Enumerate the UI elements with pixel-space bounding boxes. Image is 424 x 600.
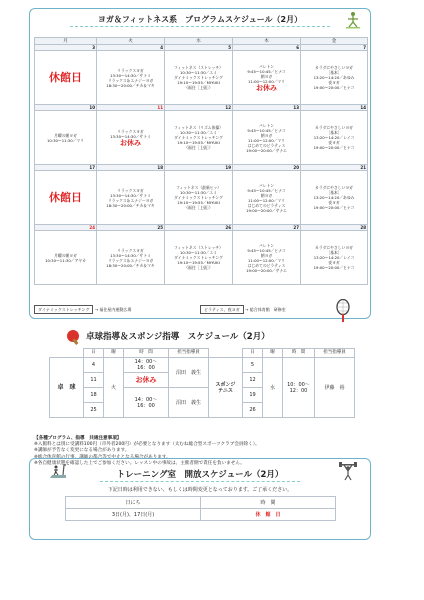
class-line: バレトン	[258, 122, 275, 128]
tennis-racket-icon	[333, 299, 353, 323]
class-line: 9:45〜10:45／ヒナコ	[247, 187, 286, 193]
tt-weekday: 水	[263, 358, 283, 418]
class-line: 朝ヨガ	[260, 252, 273, 258]
tt-date: 11	[84, 373, 104, 388]
weekday-fri: 金	[301, 38, 368, 45]
class-line: 休館日	[49, 70, 82, 84]
notes-heading: 【各種プログラム、指導 共通注意事項】	[34, 436, 122, 441]
class-line: 19:10〜19:55／MIYUKI	[177, 200, 220, 205]
tt-date: 4	[84, 358, 104, 373]
table-tennis-label: 卓 球	[50, 358, 84, 418]
schedule-cell-thu	[233, 51, 301, 105]
legend-box: ピラティス、夜ヨガ	[200, 305, 244, 314]
class-line: 9:45〜10:45／ヒナコ	[247, 68, 286, 74]
schedule-row	[35, 171, 368, 225]
class-line: 10:30〜11:30／ユミ	[179, 70, 218, 75]
tt-time: 14：00〜 16：00	[124, 388, 169, 418]
training-header-date: 日にち	[66, 497, 201, 509]
tt-weekday: 火	[104, 358, 124, 418]
table-tennis-title: 卓球指導＆スポンジ指導 スケジュール（2月）	[86, 332, 270, 342]
table-tennis-panel	[29, 326, 371, 446]
class-line: リラックスヨガ	[117, 67, 144, 73]
tt-header-weekday: 曜	[263, 349, 283, 358]
class-line: 19:00〜20:00／ヒナコ	[313, 85, 355, 90]
notes-line: ※講師が予告なく変更になる場合があります。	[34, 448, 130, 454]
schedule-cell-wed	[165, 111, 233, 165]
class-line: ダイナミックストレッチング	[174, 195, 223, 200]
sponge-tennis-label: スポンジ テニス	[209, 358, 243, 418]
class-line: リラックスヨガ	[117, 247, 144, 253]
table-tennis-table	[49, 348, 355, 418]
tt-instructor: 沼田 義生	[169, 388, 209, 418]
class-line: （福住［上級］）	[184, 85, 213, 90]
class-line: フィットネス（ストレッチ）	[174, 245, 223, 250]
class-line: お休み	[256, 83, 277, 92]
schedule-cell-tue	[97, 51, 165, 105]
schedule-cell-mon	[35, 111, 97, 165]
class-line: 夜ヨガ	[328, 200, 340, 205]
schedule-row	[35, 51, 368, 105]
tt-date: 26	[243, 403, 263, 418]
schedule-cell-tue	[97, 231, 165, 285]
legend-box: ダイナミックストレッチング	[34, 305, 93, 314]
class-line: リラックスヨガ	[117, 128, 144, 134]
legend-place: 総合体育館 研修室	[249, 307, 286, 312]
class-line: ダイナミックストレッチング	[174, 75, 223, 80]
weekday-wed: 水	[165, 38, 233, 45]
schedule-cell-thu	[233, 171, 301, 225]
class-line: 夜ヨガ	[328, 80, 340, 85]
class-line: 10:30〜11:30／ユミ	[179, 250, 218, 255]
class-line: 13:30〜14:30／サトミ	[110, 252, 151, 258]
yoga-figure-icon	[344, 11, 362, 29]
schedule-cell-fri	[301, 171, 368, 225]
class-line: リラックスヨガ	[117, 187, 144, 193]
class-line: 11:00〜12:00／マリ	[247, 137, 286, 143]
class-line: フィットネス（ストレッチ）	[174, 65, 223, 70]
date-number: 28	[301, 225, 368, 231]
tt-header-day: 日	[243, 349, 263, 358]
tt-header-instructor: 担当指導員	[315, 349, 355, 358]
program-schedule-panel	[29, 8, 371, 319]
date-number: 25	[97, 225, 165, 231]
tt-date: 12	[243, 373, 263, 388]
tt-date: 25	[84, 403, 104, 418]
tt-header-row	[50, 349, 355, 358]
class-line: 朝ヨガ	[260, 132, 273, 138]
class-line: カラダにやさしいヨガ	[315, 185, 353, 190]
date-number: 13	[233, 105, 301, 111]
schedule-cell-wed	[165, 51, 233, 105]
class-line: 19:10〜19:55／MIYUKI	[177, 80, 220, 85]
class-line: （福住［上級］）	[184, 205, 213, 210]
class-line: 月曜の朝ヨガ	[54, 132, 77, 138]
class-line: 9:45〜10:45／ヒナコ	[247, 247, 286, 253]
date-number: 12	[165, 105, 233, 111]
schedule-row	[35, 231, 368, 285]
class-line: 朝ヨガ	[260, 73, 273, 79]
tt-instructor: 伊藤 裕	[315, 358, 355, 418]
date-number: 24	[35, 225, 97, 231]
class-line: はじめてのピラティス	[247, 262, 286, 268]
tt-date: 18	[84, 388, 104, 403]
tt-header-time: 時 間	[283, 349, 315, 358]
schedule-cell-mon	[35, 51, 97, 105]
class-line: バレトン	[258, 63, 275, 69]
date-number: 19	[165, 165, 233, 171]
class-line: リラックス＆エナジーヨガ	[107, 197, 154, 203]
legend-item-2	[200, 305, 286, 314]
class-line: はじめてのピラティス	[247, 202, 286, 208]
training-title: トレーニング室 開放スケジュール（2月）	[116, 470, 284, 480]
class-line: 13:20〜14:20／あゆみ	[313, 75, 355, 80]
program-title: ヨガ＆フィットネス系 プログラムスケジュール（2月）	[97, 15, 303, 24]
class-line: ［基本］	[326, 130, 342, 135]
weekday-thu: 木	[233, 38, 301, 45]
tt-header-weekday: 曜	[104, 349, 124, 358]
class-line: リラックス＆エナジーヨガ	[107, 77, 154, 83]
class-line: リラックス＆エナジーヨガ	[107, 257, 154, 263]
training-room-panel	[29, 458, 371, 540]
notes-line: ※総合体育館の行事、講師の都合等で中止となる場合があります。	[34, 454, 171, 460]
class-line: ダイナミックストレッチング	[174, 255, 223, 260]
date-number: 3	[35, 45, 97, 51]
tt-time: 10：00〜 12：00	[283, 358, 315, 418]
legend-arrow: →	[245, 307, 249, 312]
tt-instructor: 沼田 義生	[169, 358, 209, 388]
schedule-cell-thu	[233, 231, 301, 285]
schedule-cell-mon	[35, 231, 97, 285]
class-line: 夜ヨガ	[328, 140, 340, 145]
schedule-cell-wed	[165, 231, 233, 285]
class-line: 19:00〜20:00／サナエ	[246, 147, 287, 153]
class-line: カラダにやさしいヨガ	[315, 125, 353, 130]
class-line: 13:20〜14:20／レイコ	[313, 255, 355, 260]
schedule-row	[35, 111, 368, 165]
date-number: 20	[233, 165, 301, 171]
class-line: フィットネス（最新ヒッ）	[175, 185, 222, 190]
legend-arrow: →	[94, 307, 99, 312]
class-line: バレトン	[258, 182, 275, 188]
weekday-header-row	[35, 38, 368, 45]
training-subtitle: 下記日時は利用できない、もしくは時間変更となっております。ご了承ください。	[107, 487, 293, 493]
class-line: 休館日	[49, 190, 82, 204]
title-underline	[70, 26, 330, 27]
notes-line: ※各自健康状態を確認した上でご参加ください。レッスン中の事故は、主催者側で責任を負いません。	[34, 460, 245, 466]
schedule-cell-wed	[165, 171, 233, 225]
date-number: 14	[301, 105, 368, 111]
class-line: 13:20〜14:20／あゆみ	[313, 195, 355, 200]
date-number: 10	[35, 105, 97, 111]
class-line: 19:00〜20:00／サナエ	[246, 267, 287, 273]
class-line: 10:30〜11:30／アヤカ	[45, 257, 86, 263]
tt-header-instructor: 担当指導員	[169, 349, 209, 358]
class-line: フィットネス（リズム体操）	[174, 125, 223, 130]
class-line: お休み	[120, 138, 141, 147]
class-line: 10:30〜11:30／ユミ	[179, 130, 218, 135]
class-line: 月曜の朝ヨガ	[54, 252, 77, 258]
schedule-cell-fri	[301, 231, 368, 285]
class-line: 11:00〜12:00／マリ	[247, 257, 286, 263]
class-line: 夜ヨガ	[328, 260, 340, 265]
class-line: ［基本］	[326, 70, 342, 75]
training-row-date: 3日(月)、17日(月)	[66, 509, 201, 521]
date-number: 27	[233, 225, 301, 231]
class-line: （福住［上級］）	[184, 145, 213, 150]
class-line: （福住［上級］）	[184, 265, 213, 270]
date-number: 18	[97, 165, 165, 171]
tt-header-time: 時 間	[124, 349, 169, 358]
legend-place: 福住屋内運動広場	[99, 307, 132, 312]
class-line: 13:20〜14:20／レイコ	[313, 135, 355, 140]
schedule-cell-fri	[301, 51, 368, 105]
notes-line: ※入館料とは別に受講料100円（市外者200円）が必要となります（太むね総合型スポーツクラブ会員除く）。	[34, 442, 260, 448]
legend-item-1	[34, 305, 131, 314]
class-line: 19:10〜19:55／MIYUKI	[177, 140, 220, 145]
date-number: 21	[301, 165, 368, 171]
class-line: 9:45〜10:45／ヒナコ	[247, 127, 286, 133]
date-number: 26	[165, 225, 233, 231]
schedule-cell-tue	[97, 111, 165, 165]
class-line: 19:00〜20:00／ヒナコ	[313, 265, 355, 270]
class-line: 18:30〜20:00／チカ＆マキ	[106, 202, 155, 208]
training-row-time: 休 館 日	[201, 509, 336, 521]
date-number: 4	[97, 45, 165, 51]
class-line: 19:00〜20:00／ヒナコ	[313, 145, 355, 150]
schedule-cell-fri	[301, 111, 368, 165]
weekday-mon: 月	[35, 38, 97, 45]
schedule-cell-mon	[35, 171, 97, 225]
class-line: 19:00〜20:00／サナエ	[246, 207, 287, 213]
class-line: 18:30〜20:00／チカ＆マキ	[106, 82, 155, 88]
date-number: 11	[97, 105, 165, 111]
schedule-cell-thu	[233, 111, 301, 165]
tt-off-label: お休み	[124, 373, 169, 388]
class-line: 朝ヨガ	[260, 192, 273, 198]
class-line: 13:30〜14:30／サトミ	[110, 192, 151, 198]
class-line: はじめてのピラティス	[247, 142, 286, 148]
class-line: 10:30〜11:30／ユミ	[179, 190, 218, 195]
class-line: ダイナミックストレッチング	[174, 135, 223, 140]
schedule-cell-tue	[97, 171, 165, 225]
class-line: ［基本］	[326, 250, 342, 255]
class-line: 19:00〜20:00／ヒナコ	[313, 205, 355, 210]
class-line: 11:00〜12:00／マリ	[247, 78, 286, 84]
date-number: 5	[165, 45, 233, 51]
title-underline	[100, 481, 300, 482]
class-line: 13:30〜14:30／サトミ	[110, 133, 151, 139]
program-calendar	[34, 37, 368, 285]
class-line: 19:10〜19:55／MIYUKI	[177, 260, 220, 265]
class-line: 13:30〜14:30／サトミ	[110, 72, 151, 78]
tt-date: 5	[243, 358, 263, 373]
tt-date: 19	[243, 388, 263, 403]
date-number: 6	[233, 45, 301, 51]
tt-header-day: 日	[84, 349, 104, 358]
class-line: 11:00〜12:00／マリ	[247, 197, 286, 203]
date-number: 17	[35, 165, 97, 171]
class-line: ［基本］	[326, 190, 342, 195]
training-table	[65, 496, 336, 521]
class-line: 18:30〜20:00／チカ＆マキ	[106, 262, 155, 268]
class-line: カラダにやさしいヨガ	[315, 65, 353, 70]
class-line: 10:30〜11:30／マリ	[46, 137, 85, 143]
training-header-time: 時 間	[201, 497, 336, 509]
class-line: カラダにやさしいヨガ	[315, 245, 353, 250]
class-line: バレトン	[258, 242, 275, 248]
tt-time: 14：00〜 16：00	[124, 358, 169, 373]
weekday-tue: 火	[97, 38, 165, 45]
date-number: 7	[301, 45, 368, 51]
